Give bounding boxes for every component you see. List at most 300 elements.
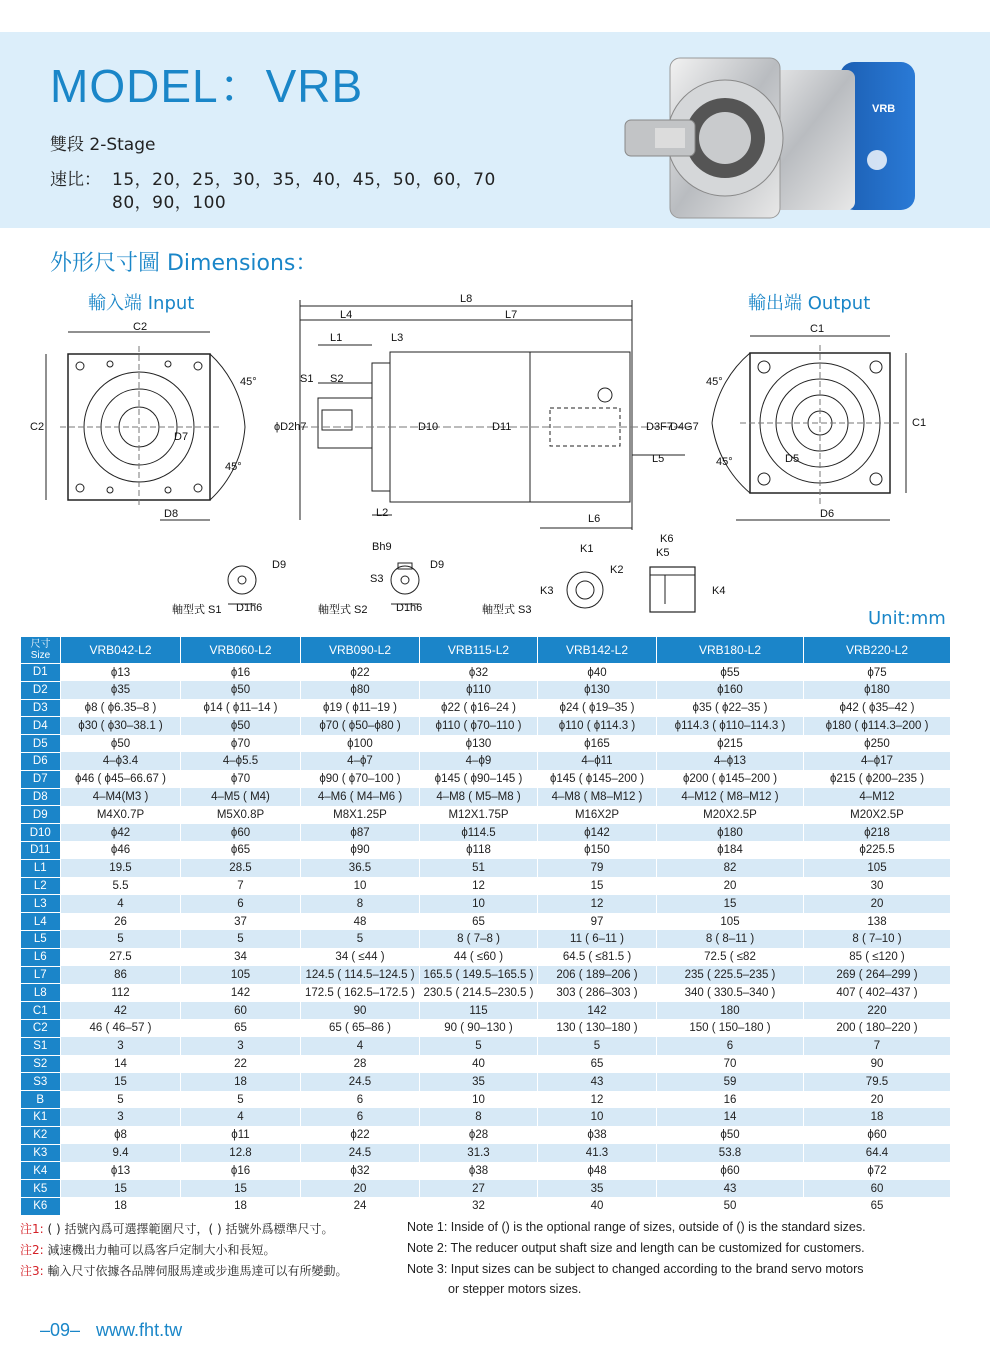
table-cell: 65 [181, 1019, 301, 1037]
svg-text:L7: L7 [505, 309, 518, 321]
table-row [21, 948, 951, 966]
table-cell: ϕ42 [61, 824, 181, 842]
table-cell: 51 [420, 859, 538, 877]
table-cell: ϕ19 ( ϕ11–19 ) [301, 699, 420, 717]
row-label: K2 [21, 1126, 61, 1144]
table-cell: ϕ142 [538, 824, 657, 842]
table-cell: 90 [804, 1055, 951, 1073]
table-cell: ϕ215 ( ϕ200–235 ) [804, 770, 951, 788]
table-cell: ϕ145 ( ϕ145–200 ) [538, 770, 657, 788]
table-cell: 24 [301, 1197, 420, 1215]
table-header-row [21, 637, 951, 664]
table-cell: 3 [181, 1037, 301, 1055]
table-cell: 28.5 [181, 859, 301, 877]
output-end-view [706, 323, 926, 520]
table-cell: ϕ50 [657, 1126, 804, 1144]
table-cell: ϕ80 [301, 681, 420, 699]
website-link[interactable]: www.fht.tw [96, 1320, 183, 1340]
table-cell: 65 [804, 1197, 951, 1215]
table-cell: 407 ( 402–437 ) [804, 984, 951, 1002]
table-cell: ϕ165 [538, 735, 657, 753]
table-cell: 5 [301, 930, 420, 948]
table-cell: ϕ50 [181, 681, 301, 699]
table-cell: 12 [538, 895, 657, 913]
table-cell: 6 [657, 1037, 804, 1055]
table-cell: 19.5 [61, 859, 181, 877]
table-row [21, 913, 951, 931]
table-cell: 4–ϕ5.5 [181, 752, 301, 770]
table-cell: 34 ( ≤44 ) [301, 948, 420, 966]
row-label: L3 [21, 895, 61, 913]
table-cell: ϕ40 [538, 664, 657, 682]
table-cell: 22 [181, 1055, 301, 1073]
table-cell: 65 [420, 913, 538, 931]
table-cell: 269 ( 264–299 ) [804, 966, 951, 984]
table-cell: 124.5 ( 114.5–124.5 ) [301, 966, 420, 984]
table-cell: 15 [61, 1073, 181, 1091]
row-label: C1 [21, 1002, 61, 1020]
table-cell: M16X2P [538, 806, 657, 824]
table-cell: 3 [61, 1037, 181, 1055]
table-cell: 4 [61, 895, 181, 913]
table-cell: M8X1.25P [301, 806, 420, 824]
table-cell: 8 [301, 895, 420, 913]
table-cell: 4–M12 [804, 788, 951, 806]
table-cell: 180 [657, 1002, 804, 1020]
model-title: MODEL：VRB [50, 60, 364, 112]
table-cell: ϕ90 [301, 841, 420, 859]
table-cell: ϕ60 [804, 1126, 951, 1144]
svg-text:D1h6: D1h6 [396, 602, 423, 614]
table-cell: ϕ38 [538, 1126, 657, 1144]
table-cell: 4–ϕ3.4 [61, 752, 181, 770]
table-cell: 6 [181, 895, 301, 913]
table-cell: 41.3 [538, 1144, 657, 1162]
shaft-type-s3 [540, 533, 725, 612]
table-cell: 138 [804, 913, 951, 931]
table-cell: ϕ16 [181, 664, 301, 682]
row-label: D5 [21, 735, 61, 753]
table-cell: 82 [657, 859, 804, 877]
table-cell: 30 [804, 877, 951, 895]
table-cell: 10 [301, 877, 420, 895]
table-cell: 105 [181, 966, 301, 984]
table-cell: 142 [181, 984, 301, 1002]
product-image [615, 50, 945, 230]
row-label: D7 [21, 770, 61, 788]
table-cell: 20 [804, 895, 951, 913]
svg-text:D4G7: D4G7 [670, 421, 699, 433]
table-cell: 24.5 [301, 1073, 420, 1091]
row-label: S1 [21, 1037, 61, 1055]
table-cell: 72.5 ( ≤82 [657, 948, 804, 966]
table-cell: 26 [61, 913, 181, 931]
table-cell: ϕ130 [420, 735, 538, 753]
product-badge: VRB [872, 103, 896, 115]
table-row [21, 1180, 951, 1198]
table-cell: ϕ87 [301, 824, 420, 842]
table-cell: 40 [538, 1197, 657, 1215]
note-2-cn: 注2: 減速機出力軸可以爲客戶定制大小和長短。 [20, 1243, 276, 1257]
table-row [21, 699, 951, 717]
table-row [21, 770, 951, 788]
row-label: K3 [21, 1144, 61, 1162]
svg-text:S3: S3 [370, 573, 384, 585]
table-cell: 18 [181, 1073, 301, 1091]
table-cell: ϕ13 [61, 1162, 181, 1180]
table-cell: 27 [420, 1180, 538, 1198]
column-header: VRB220-L2 [804, 637, 951, 664]
note-1-en: Note 1: Inside of () is the optional range of sizes, outside of () is the standard sizes. [407, 1220, 866, 1234]
table-cell: 8 ( 8–11 ) [657, 930, 804, 948]
table-cell: M4X0.7P [61, 806, 181, 824]
svg-text:L3: L3 [391, 332, 404, 344]
page-footer [40, 1320, 182, 1341]
table-cell: ϕ200 ( ϕ145–200 ) [657, 770, 804, 788]
table-cell: ϕ72 [804, 1162, 951, 1180]
table-cell: 230.5 ( 214.5–230.5 ) [420, 984, 538, 1002]
table-row [21, 824, 951, 842]
table-cell: ϕ60 [657, 1162, 804, 1180]
table-cell: 5 [61, 1091, 181, 1109]
table-cell: 4–M12 ( M8–M12 ) [657, 788, 804, 806]
table-cell: 20 [301, 1180, 420, 1198]
row-label: K6 [21, 1197, 61, 1215]
svg-text:K3: K3 [540, 585, 554, 597]
table-row [21, 1197, 951, 1215]
table-cell: ϕ184 [657, 841, 804, 859]
table-cell: 115 [420, 1002, 538, 1020]
table-cell: 5 [420, 1037, 538, 1055]
ratio-values-line1: 15，20，25，30，35，40，45，50，60，70 [112, 170, 496, 190]
ratio-label: 速比： [50, 170, 101, 190]
table-cell: ϕ118 [420, 841, 538, 859]
table-cell: ϕ35 [61, 681, 181, 699]
table-cell: 4 [301, 1037, 420, 1055]
table-cell: 4–ϕ13 [657, 752, 804, 770]
table-cell: 6 [301, 1091, 420, 1109]
table-cell: 15 [657, 895, 804, 913]
table-cell: 4–M8 ( M8–M12 ) [538, 788, 657, 806]
row-label: L7 [21, 966, 61, 984]
row-label: D6 [21, 752, 61, 770]
table-cell: 12.8 [181, 1144, 301, 1162]
table-cell: 60 [181, 1002, 301, 1020]
ratio-values-line2: 80，90，100 [112, 193, 227, 213]
note-3-en: Note 3: Input sizes can be subject to changed according to the brand servo motors [407, 1262, 864, 1276]
row-label: D10 [21, 824, 61, 842]
page-number: –09– [40, 1320, 81, 1340]
table-cell: ϕ42 ( ϕ35–42 ) [804, 699, 951, 717]
table-cell: ϕ110 ( ϕ114.3 ) [538, 717, 657, 735]
svg-text:L4: L4 [340, 309, 353, 321]
note-3-en-cont: or stepper motors sizes. [448, 1282, 582, 1296]
table-cell: 3 [61, 1108, 181, 1126]
svg-text:L2: L2 [376, 507, 389, 519]
table-cell: 130 ( 130–180 ) [538, 1019, 657, 1037]
table-row [21, 1162, 951, 1180]
svg-text:K5: K5 [656, 547, 670, 559]
svg-text:L8: L8 [460, 293, 473, 305]
svg-text:ϕD2h7: ϕD2h7 [274, 421, 307, 433]
svg-text:L1: L1 [330, 332, 343, 344]
table-cell: 70 [657, 1055, 804, 1073]
specifications-table [20, 636, 950, 1216]
table-cell: 112 [61, 984, 181, 1002]
row-label: L4 [21, 913, 61, 931]
svg-text:D7: D7 [174, 431, 189, 443]
table-row [21, 1002, 951, 1020]
svg-text:D9: D9 [272, 559, 287, 571]
table-cell: ϕ180 [804, 681, 951, 699]
table-cell: ϕ215 [657, 735, 804, 753]
column-header: VRB060-L2 [181, 637, 301, 664]
dimension-drawings [0, 280, 990, 630]
table-cell: 65 [538, 1055, 657, 1073]
table-cell: 34 [181, 948, 301, 966]
table-cell: 90 ( 90–130 ) [420, 1019, 538, 1037]
table-row [21, 877, 951, 895]
table-cell: 7 [181, 877, 301, 895]
svg-text:D1h6: D1h6 [236, 602, 263, 614]
table-cell: 4 [181, 1108, 301, 1126]
shaft-s2-caption: 軸型式 S2 [318, 604, 368, 616]
table-cell: ϕ100 [301, 735, 420, 753]
table-row [21, 1126, 951, 1144]
svg-text:K1: K1 [580, 543, 594, 555]
table-cell: 5 [181, 930, 301, 948]
table-cell: 4–M4(M3 ) [61, 788, 181, 806]
table-cell: ϕ46 [61, 841, 181, 859]
table-cell: ϕ145 ( ϕ90–145 ) [420, 770, 538, 788]
table-cell: 14 [657, 1108, 804, 1126]
table-cell: ϕ30 ( ϕ30–38.1 ) [61, 717, 181, 735]
table-cell: ϕ70 [181, 770, 301, 788]
row-label: D9 [21, 806, 61, 824]
table-cell: 11 ( 6–11 ) [538, 930, 657, 948]
table-cell: ϕ22 ( ϕ16–24 ) [420, 699, 538, 717]
table-cell: 200 ( 180–220 ) [804, 1019, 951, 1037]
svg-text:S1: S1 [300, 373, 314, 385]
table-cell: 16 [657, 1091, 804, 1109]
table-cell: ϕ11 [181, 1126, 301, 1144]
svg-text:45°: 45° [240, 376, 257, 388]
table-cell: 32 [420, 1197, 538, 1215]
table-cell: 20 [804, 1091, 951, 1109]
table-row [21, 930, 951, 948]
table-cell: 4–ϕ11 [538, 752, 657, 770]
table-cell: ϕ160 [657, 681, 804, 699]
table-cell: 65 ( 65–86 ) [301, 1019, 420, 1037]
svg-text:K2: K2 [610, 564, 624, 576]
table-row [21, 664, 951, 682]
table-cell: ϕ50 [181, 717, 301, 735]
table-cell: 4–ϕ9 [420, 752, 538, 770]
table-cell: 5 [61, 930, 181, 948]
table-cell: 15 [538, 877, 657, 895]
table-cell: ϕ14 ( ϕ11–14 ) [181, 699, 301, 717]
row-label: K5 [21, 1180, 61, 1198]
table-cell: 5 [538, 1037, 657, 1055]
table-cell: 4–M8 ( M5–M8 ) [420, 788, 538, 806]
table-row [21, 1144, 951, 1162]
row-label: D3 [21, 699, 61, 717]
table-row [21, 735, 951, 753]
table-row [21, 895, 951, 913]
table-cell: ϕ250 [804, 735, 951, 753]
table-cell: 150 ( 150–180 ) [657, 1019, 804, 1037]
table-row [21, 966, 951, 984]
svg-text:C1: C1 [810, 323, 825, 335]
table-cell: ϕ13 [61, 664, 181, 682]
table-cell: ϕ70 ( ϕ50–ϕ80 ) [301, 717, 420, 735]
table-cell: M20X2.5P [657, 806, 804, 824]
table-cell: 37 [181, 913, 301, 931]
svg-text:L5: L5 [652, 453, 665, 465]
table-cell: M12X1.75P [420, 806, 538, 824]
table-cell: 8 [420, 1108, 538, 1126]
table-row [21, 717, 951, 735]
table-cell: ϕ180 ( ϕ114.3–200 ) [804, 717, 951, 735]
output-label: 輸出端 Output [748, 293, 871, 314]
column-header: VRB180-L2 [657, 637, 804, 664]
svg-text:C1: C1 [912, 417, 927, 429]
shaft-s3-caption: 軸型式 S3 [482, 604, 532, 616]
column-header: VRB142-L2 [538, 637, 657, 664]
shaft-type-s2 [370, 541, 444, 614]
shaft-type-s1 [228, 559, 286, 614]
svg-text:C2: C2 [133, 321, 148, 333]
side-view [274, 293, 699, 530]
svg-text:K4: K4 [712, 585, 726, 597]
table-cell: ϕ16 [181, 1162, 301, 1180]
svg-text:D11: D11 [492, 421, 512, 433]
table-cell: ϕ48 [538, 1162, 657, 1180]
table-cell: 18 [181, 1197, 301, 1215]
table-cell: 36.5 [301, 859, 420, 877]
svg-text:D9: D9 [430, 559, 445, 571]
column-header: VRB090-L2 [301, 637, 420, 664]
table-cell: 4–M6 ( M4–M6 ) [301, 788, 420, 806]
row-label: K1 [21, 1108, 61, 1126]
table-cell: 46 ( 46–57 ) [61, 1019, 181, 1037]
table-cell: ϕ50 [61, 735, 181, 753]
table-cell: 79 [538, 859, 657, 877]
svg-text:D10: D10 [418, 421, 439, 433]
input-end-view [30, 321, 257, 520]
table-cell: ϕ8 [61, 1126, 181, 1144]
note-3-cn: 注3: 輸入尺寸依據各品牌伺服馬達或步進馬達可以有所變動。 [20, 1264, 348, 1278]
table-cell: 10 [420, 1091, 538, 1109]
svg-text:45°: 45° [706, 376, 723, 388]
table-cell: 340 ( 330.5–340 ) [657, 984, 804, 1002]
table-cell: ϕ24 ( ϕ19–35 ) [538, 699, 657, 717]
table-cell: 79.5 [804, 1073, 951, 1091]
table-cell: 18 [804, 1108, 951, 1126]
svg-text:D5: D5 [785, 453, 800, 465]
table-row [21, 806, 951, 824]
table-cell: 43 [538, 1073, 657, 1091]
svg-text:C2: C2 [30, 421, 45, 433]
table-cell: 105 [804, 859, 951, 877]
row-label: D2 [21, 681, 61, 699]
table-cell: ϕ65 [181, 841, 301, 859]
svg-text:D6: D6 [820, 508, 835, 520]
table-cell: 35 [420, 1073, 538, 1091]
table-cell: ϕ180 [657, 824, 804, 842]
table-cell: 14 [61, 1055, 181, 1073]
table-cell: 43 [657, 1180, 804, 1198]
table-cell: 172.5 ( 162.5–172.5 ) [301, 984, 420, 1002]
table-cell: 31.3 [420, 1144, 538, 1162]
table-cell: ϕ32 [301, 1162, 420, 1180]
table-cell: ϕ218 [804, 824, 951, 842]
table-row [21, 681, 951, 699]
table-cell: ϕ114.5 [420, 824, 538, 842]
table-row [21, 1091, 951, 1109]
table-cell: 40 [420, 1055, 538, 1073]
table-cell: 4–M5 ( M4) [181, 788, 301, 806]
table-cell: ϕ55 [657, 664, 804, 682]
table-cell: ϕ22 [301, 664, 420, 682]
table-row [21, 984, 951, 1002]
table-cell: 35 [538, 1180, 657, 1198]
table-cell: 105 [657, 913, 804, 931]
row-label: L5 [21, 930, 61, 948]
row-label: D11 [21, 841, 61, 859]
table-cell: 60 [804, 1180, 951, 1198]
svg-text:D8: D8 [164, 508, 179, 520]
table-cell: 9.4 [61, 1144, 181, 1162]
row-label: K4 [21, 1162, 61, 1180]
table-cell: ϕ110 ( ϕ70–110 ) [420, 717, 538, 735]
svg-text:S2: S2 [330, 373, 344, 385]
size-header: 尺寸 Size [21, 637, 61, 664]
table-cell: 220 [804, 1002, 951, 1020]
unit-label: Unit:mm [868, 608, 946, 629]
table-cell: ϕ46 ( ϕ45–66.67 ) [61, 770, 181, 788]
table-row [21, 1019, 951, 1037]
table-cell: 97 [538, 913, 657, 931]
svg-text:45°: 45° [716, 456, 733, 468]
table-cell: 24.5 [301, 1144, 420, 1162]
table-cell: 8 ( 7–10 ) [804, 930, 951, 948]
table-cell: 48 [301, 913, 420, 931]
table-cell: ϕ8 ( ϕ6.35–8 ) [61, 699, 181, 717]
column-header: VRB115-L2 [420, 637, 538, 664]
table-row [21, 1108, 951, 1126]
table-cell: 12 [420, 877, 538, 895]
table-cell: 64.4 [804, 1144, 951, 1162]
table-cell: 86 [61, 966, 181, 984]
table-cell: 64.5 ( ≤81.5 ) [538, 948, 657, 966]
table-cell: 5.5 [61, 877, 181, 895]
table-cell: ϕ28 [420, 1126, 538, 1144]
table-cell: ϕ60 [181, 824, 301, 842]
table-cell: 7 [804, 1037, 951, 1055]
table-cell: 5 [181, 1091, 301, 1109]
table-cell: 235 ( 225.5–235 ) [657, 966, 804, 984]
column-header: VRB042-L2 [61, 637, 181, 664]
stage-text: 雙段 2-Stage [50, 135, 156, 155]
table-cell: 206 ( 189–206 ) [538, 966, 657, 984]
note-2-en: Note 2: The reducer output shaft size and length can be customized for customers. [407, 1241, 865, 1255]
dimensions-title: 外形尺寸圖 Dimensions： [50, 251, 318, 276]
svg-text:Bh9: Bh9 [372, 541, 392, 553]
table-cell: ϕ70 [181, 735, 301, 753]
shaft-s1-caption: 軸型式 S1 [172, 604, 222, 616]
table-row [21, 841, 951, 859]
